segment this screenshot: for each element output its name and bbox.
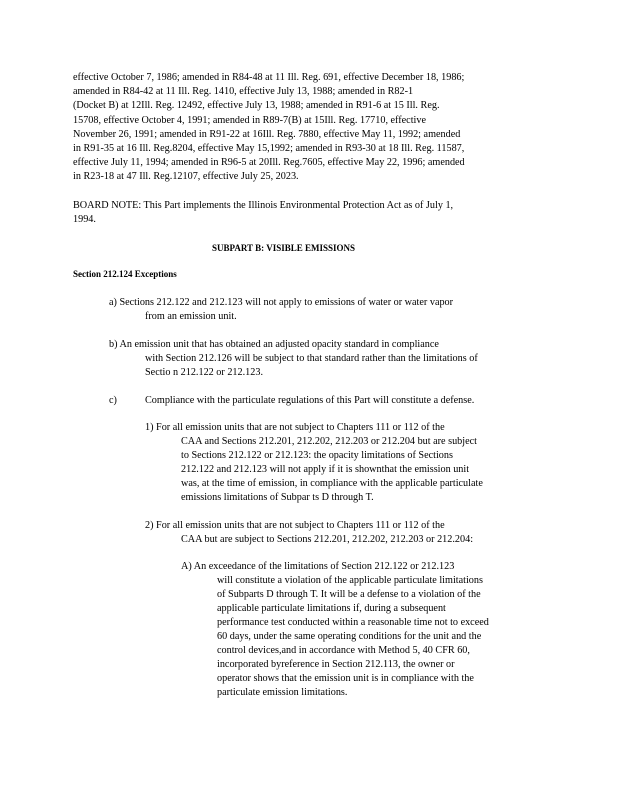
item-c2a-line: control devices,and in accordance with Method 5, 40 CFR 60, (217, 645, 470, 656)
history-line: (Docket B) at 12Ill. Reg. 12492, effective July 13, 1988; amended in R91-6 at 15 Ill. Reg. (73, 100, 440, 111)
board-note-line: 1994. (73, 214, 96, 225)
item-b-line: Sectio n 212.122 or 212.123. (145, 367, 263, 378)
item-b-line: b) An emission unit that has obtained an adjusted opacity standard in compliance (109, 339, 439, 350)
item-c1-line: was, at the time of emission, in compliance with the applicable particulate (181, 478, 483, 489)
item-c1-line: emissions limitations of Subpar ts D through T. (181, 492, 374, 503)
item-a-line: from an emission unit. (145, 311, 237, 322)
history-line: effective July 11, 1994; amended in R96-5 at 20Ill. Reg.7605, effective May 22, 1996; amended (73, 157, 465, 168)
history-line: in R91-35 at 16 Ill. Reg.8204, effective May 15,1992; amended in R93-30 at 18 Ill. Reg. 11587, (73, 143, 465, 154)
board-note-line: BOARD NOTE: This Part implements the Illinois Environmental Protection Act as of July 1, (73, 200, 454, 211)
item-c2a-line: performance test conducted within a reasonable time not to exceed (217, 617, 489, 628)
history-line: 15708, effective October 4, 1991; amended in R89-7(B) at 15Ill. Reg. 17710, effective (73, 115, 426, 126)
item-c2a-line: incorporated byreference in Section 212.113, the owner or (217, 659, 455, 670)
history-line: effective October 7, 1986; amended in R84-48 at 11 Ill. Reg. 691, effective December 18, 1986; (73, 72, 465, 83)
item-c2-line: 2) For all emission units that are not subject to Chapters 111 or 112 of the (145, 520, 445, 531)
item-c1-line: CAA and Sections 212.201, 212.202, 212.203 or 212.204 but are subject (181, 436, 477, 447)
item-c2a-line: will constitute a violation of the applicable particulate limitations (217, 575, 483, 586)
item-c-label: c) (109, 395, 117, 406)
item-c2-line: CAA but are subject to Sections 212.201, 212.202, 212.203 or 212.204: (181, 534, 474, 545)
item-c2a-line: of Subparts D through T. It will be a defense to a violation of the (217, 589, 481, 600)
item-a-line: a) Sections 212.122 and 212.123 will not apply to emissions of water or water vapor (109, 297, 454, 308)
item-c2a-line: particulate emission limitations. (217, 687, 348, 698)
item-c2a-line: A) An exceedance of the limitations of Section 212.122 or 212.123 (181, 561, 455, 572)
item-b-line: with Section 212.126 will be subject to that standard rather than the limitations of (145, 353, 478, 364)
history-line: in R23-18 at 47 Ill. Reg.12107, effective July 25, 2023. (73, 171, 299, 182)
history-line: amended in R84-42 at 11 Ill. Reg. 1410, effective July 13, 1988; amended in R82-1 (73, 86, 414, 97)
subpart-heading: SUBPART B: VISIBLE EMISSIONS (212, 243, 355, 253)
item-c1-line: 212.122 and 212.123 will not apply if it is shownthat the emission unit (181, 464, 470, 475)
section-heading: Section 212.124 Exceptions (73, 269, 177, 279)
item-c2a-line: applicable particulate limitations if, during a subsequent (217, 603, 446, 614)
item-c1-line: 1) For all emission units that are not subject to Chapters 111 or 112 of the (145, 422, 445, 433)
history-line: November 26, 1991; amended in R91-22 at 16Ill. Reg. 7880, effective May 11, 1992; amended (73, 129, 461, 140)
item-c2a-line: operator shows that the emission unit is in compliance with the (217, 673, 474, 684)
item-c1-line: to Sections 212.122 or 212.123: the opacity limitations of Sections (181, 450, 453, 461)
item-c2a-line: 60 days, under the same operating conditions for the unit and the (217, 631, 482, 642)
item-c-text: Compliance with the particulate regulations of this Part will constitute a defense. (145, 395, 475, 406)
